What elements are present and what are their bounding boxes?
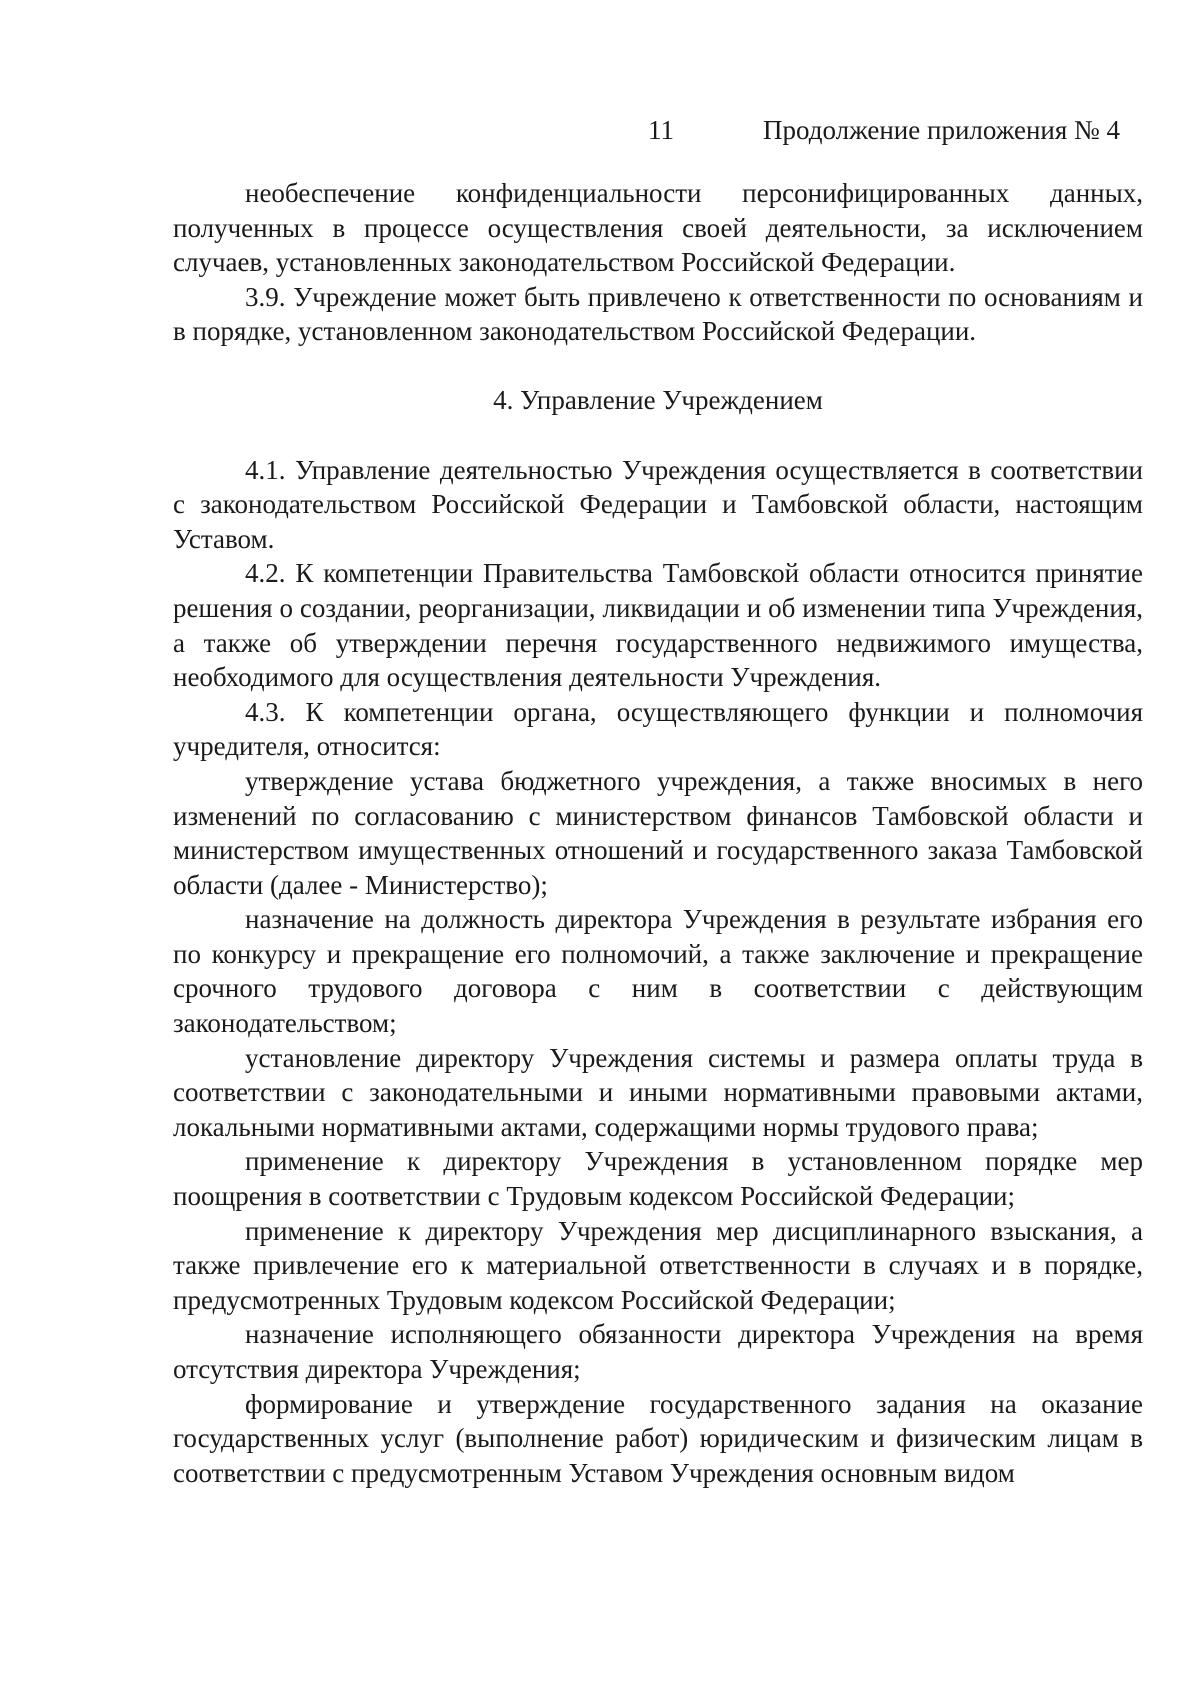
paragraph: назначение исполняющего обязанности директора Учреждения на время отсутствия директора Учреждения; xyxy=(173,1319,1143,1384)
paragraph: утверждение устава бюджетного учреждения, а также вносимых в него изменений по согласованию с министерством финансов Тамбовской области и министерством имущественных отношений и государственного заказа Тамбовской области (далее - Министерство); xyxy=(173,765,1143,900)
paragraph: установление директору Учреждения системы и размера оплаты труда в соответствии с законодательными и иными нормативными правовыми актами, локальными нормативными актами, содержащими нормы трудового права; xyxy=(173,1042,1143,1142)
paragraph: применение к директору Учреждения в установленном порядке мер поощрения в соответствии с Трудовым кодексом Российской Федерации; xyxy=(173,1146,1143,1212)
appendix-continuation-label: Продолжение приложения № 4 xyxy=(763,115,1121,145)
paragraph: 3.9. Учреждение может быть привлечено к ответственности по основаниям и в порядке, установленном законодательством Российской Федерации. xyxy=(173,281,1143,347)
section-heading: 4. Управление Учреждением xyxy=(493,384,823,415)
paragraph: формирование и утверждение государственного задания на оказание государственных услуг (выполнение работ) юридическим и физическим лицам в соответствии с предусмотренным Уставом Учреждения основным видом xyxy=(173,1388,1143,1488)
paragraph: 4.1. Управление деятельностью Учреждения осуществляется в соответствии с законодательством Российской Федерации и Тамбовской области, настоящим Уставом. xyxy=(173,454,1143,554)
page-number: 11 xyxy=(648,115,674,145)
paragraph: назначение на должность директора Учреждения в результате избрания его по конкурсу и прекращение его полномочий, а также заключение и прекращение срочного трудового договора с ним в соответствии с действующим законодательством; xyxy=(173,904,1143,1039)
paragraph: 4.3. К компетенции органа, осуществляющего функции и полномочия учредителя, относится: xyxy=(173,696,1143,762)
paragraph: применение к директору Учреждения мер дисциплинарного взыскания, а также привлечение его к материальной ответственности в случаях и в порядке, предусмотренных Трудовым кодексом Российской Федерации; xyxy=(173,1215,1143,1315)
paragraph: необеспечение конфиденциальности персонифицированных данных, полученных в процессе осуществления своей деятельности, за исключением случаев, установленных законодательством Российской Федерации. xyxy=(173,178,1143,278)
paragraph: 4.2. К компетенции Правительства Тамбовской области относится принятие решения о создании, реорганизации, ликвидации и об изменении типа Учреждения, а также об утверждении перечня государственного недвижимого имущества, необходимого для осуществления деятельности Учреждения. xyxy=(173,558,1143,693)
document-body xyxy=(173,176,1143,1490)
